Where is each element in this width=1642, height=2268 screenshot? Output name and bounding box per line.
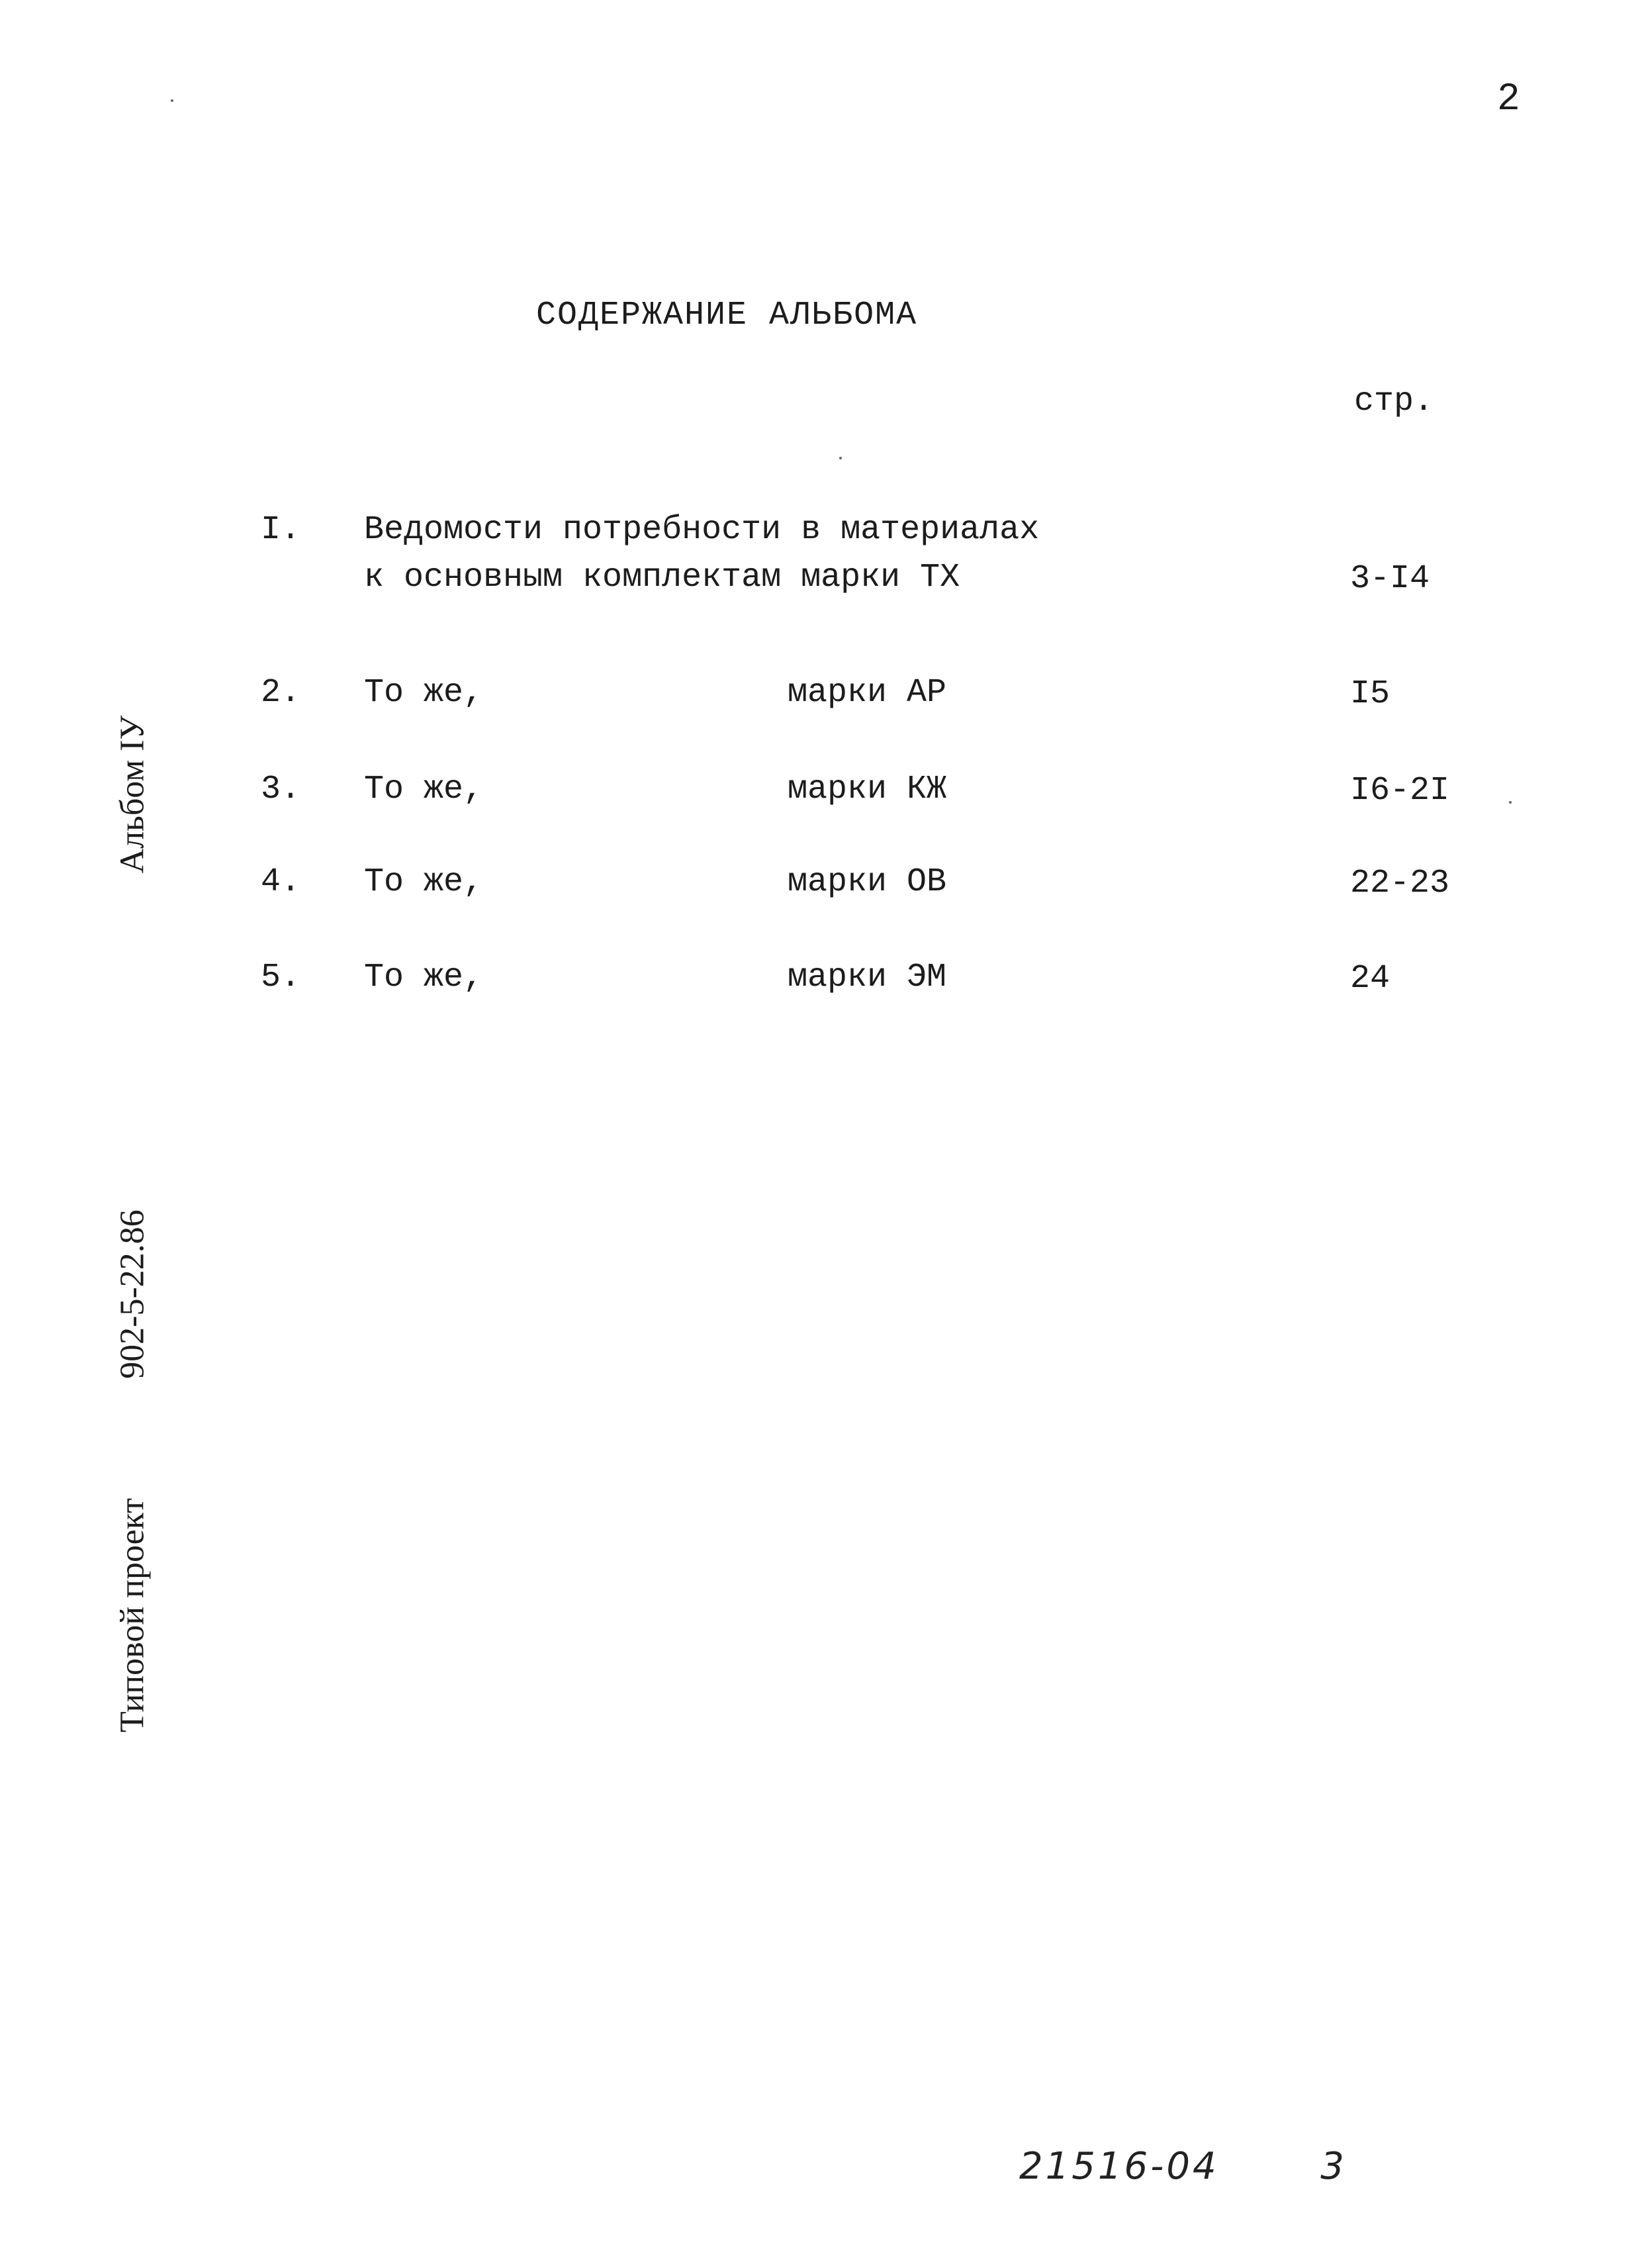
album-title: СОДЕРЖАНИЕ АЛЬБОМА (536, 297, 918, 334)
page-number: 2 (1497, 78, 1520, 121)
entry-5-text: То же, (364, 959, 484, 996)
side-project-label: Типовой проект (113, 1498, 152, 1732)
page-column-header: стр. (1354, 383, 1434, 420)
entry-4-mark: марки ОВ (788, 863, 947, 901)
side-album-label: Альбом IУ (113, 715, 152, 874)
entry-1-number: I. (261, 511, 301, 549)
entry-5-mark: марки ЭМ (788, 959, 947, 996)
handwritten-document-code (1019, 2145, 1347, 2188)
sheet-number: 3 (1320, 2145, 1347, 2188)
entry-1-title-line2: к основным комплектам марки ТХ (364, 559, 960, 596)
document-code: 21516-04 (1019, 2145, 1219, 2188)
entry-4-text: То же, (364, 863, 484, 901)
entry-1-title-line1: Ведомости потребности в материалах (364, 511, 1040, 549)
entry-3-pages: I6-2I (1350, 772, 1450, 810)
entry-2-text: То же, (364, 674, 484, 712)
entry-3-mark: марки КЖ (788, 771, 947, 808)
entry-2-number: 2. (261, 674, 301, 712)
side-project-code: 902-5-22.86 (113, 1209, 152, 1379)
entry-1-pages: 3-I4 (1350, 560, 1430, 598)
entry-3-number: 3. (261, 771, 301, 808)
entry-4-pages: 22-23 (1350, 865, 1450, 902)
entry-5-number: 5. (261, 959, 301, 996)
entry-4-number: 4. (261, 863, 301, 901)
entry-5-pages: 24 (1350, 960, 1391, 998)
entry-2-pages: I5 (1350, 675, 1391, 713)
entry-2-mark: марки АР (788, 674, 947, 712)
entry-3-text: То же, (364, 771, 484, 808)
